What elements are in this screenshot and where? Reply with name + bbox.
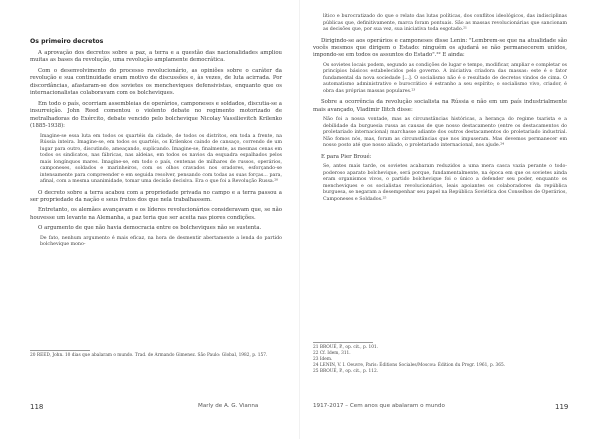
block-quote: Não foi a nossa vontade, mas as circunstâncias históricas, a herança do regime tsarista e a debilidade da burguesia russa as causas de que nosso destacamento (entre os destacamentos do proletariado internacional) marchasse adiante dos outros destacamentos do proletariado industrial. Não fomos nós, mas, foram as circunstâncias que nos impuseram. Mas devemos permanecer em nosso posto até que nosso aliado, o proletariado internacional, nos ajude.²⁴ xyxy=(323,117,567,149)
block-quote: Imagine-se essa luta em todos os quartéis da cidade, de todos os distritos, em toda a frente, na Rússia inteira. Imagine-se, em todos os quartéis, os Krilenkos caindo de cansaço, correndo de um lugar para outro, discutindo, ameaçando, suplicando. Imagine-se, finalmente, as mesmas cenas em todos os sindicatos, nas fábricas, nas aldeias, em todos os navios da esquadra espalhados pelos mais longínquos mares. Imagine-se, em todo o país, centenas de milhares de russos, operários, camponeses, soldados e marinheiros, com os olhos cravados nos oradores, esforçando-se intensamente para compreender e em seguida resolver, pensando com todas as suas forças... para, afinal, com a mesma unanimidade, tomar uma decisão decisiva. Era o que foi a Revolução Russa.²⁰ xyxy=(40,133,282,185)
paragraph: A aprovação dos decretos sobre a paz, a terra e a questão das nacionalidades ampliou muitas as bases da revolução, uma revolução amplamente democrática. xyxy=(30,50,282,64)
paragraph: Entretanto, os alemães avançavam e os líderes revolucionários consideravam que, se não houvesse um levante na Alemanha, a paz teria que ser aceita nas piores condições. xyxy=(30,207,282,221)
page-number: 118 xyxy=(30,403,44,411)
paragraph: E para Pier Broué: xyxy=(321,153,372,160)
paragraph: Com o desenvolvimento do processo revolucionário, as opiniões sobre o caráter da revolução e sua continuidade eram motivo de discussões e, às vezes, de luta acirrada. Por discordâncias, afastaram-se dos sovietes os mencheviques defensivistas, enquanto que os internacionalistas colaboravam com os bolcheviques. xyxy=(30,67,282,97)
footnote: 22 Cf. Idem, 311. xyxy=(313,350,351,356)
running-head: Marly de A. G. Vianna xyxy=(198,403,259,409)
left-text-column xyxy=(30,38,282,253)
paragraph: Sobre a ocorrência da revolução socialista na Rússia e não em um país industrialmente mais avançado, Vladimir Ilitch disse: xyxy=(313,99,567,113)
footnotes xyxy=(313,342,567,375)
footnote-rule xyxy=(30,350,90,351)
footnote-rule xyxy=(313,342,373,343)
running-head: 1917-2017 – Cem anos que abalaram o mundo xyxy=(313,403,445,409)
footnote: 20 REED, John. 10 dias que abalaram o mundo. Trad. de Armando Gimenez. São Paulo: Global, 1982, p. 157. xyxy=(30,353,268,358)
paragraph: Dirigindo-se aos operários e camponeses disse Lenin: "Lembrem-se que na atualidade são vocês mesmos que dirigem o Estado: ninguém os ajudará se não permanecerem unidos, impondo-se em todos os assuntos do Estado".²² E ainda: xyxy=(313,37,567,59)
footnotes xyxy=(30,350,282,359)
paragraph: O decreto sobre a terra acabou com a propriedade privada no campo e a terra passou a ser propriedade da nação e seus frutos dos que nela trabalhassem. xyxy=(30,189,282,203)
block-quote: lítico e burocratizado do que o relato das lutas políticas, dos conflitos ideológicos, das indisciplinas públicas que, definitivamente, marca foram pontuais. São as massas revolucionárias que sancionam as decisões que, por sua vez, sua iniciativa toda esgotado.²¹ xyxy=(323,14,567,32)
footnote: 25 BROUÉ, P., op. cit., p. 112. xyxy=(313,368,379,374)
block-quote: Os sovietes locais podem, segundo as condições de lugar e tempo, modificar, ampliar e completar os princípios básicos estabelecidos pelo governo. A iniciativa criadora das massas: este é o fator fundamental da nova sociedade [...]. O socialismo não é o resultado de decretos vindos de cima. O automatismo administrativo e burocrático é estranho a seu espírito; o socialismo vivo, criador, é obra das próprias massas populares.²³ xyxy=(323,62,567,94)
section-heading: Os primeiro decretos xyxy=(30,38,104,45)
paragraph: Em todo o país, ocorriam assembleias de operários, camponeses e soldados, discutia-se a insurreição. John Reed comentou o violento debate no regimento motorizado de metralhadoras do Exército, debate vencido pelo bolchevique Nicolay Vassilievitch Krilenko (1885-1938): xyxy=(30,100,282,130)
block-quote: De fato, nenhum argumento é mais eficaz, na hora de desmentir abertamente a lenda do partido bolchevique mono- xyxy=(40,235,282,248)
right-text-column xyxy=(313,14,567,207)
page-number: 119 xyxy=(555,403,569,411)
block-quote: Se, antes mais tarde, os sovietes acabaram reduzidos a uma mera casca vazia perante o todo-poderoso aparato bolchevique, será porque, fundamentalmente, na época em que os sovietes ainda eram organismos vivos, o partido bolchevique foi o único a defender seu poder, enquanto os mencheviques e os socialistas revolucionários, leais apoiantes os colaboradores da república burguesa, se negaram a desempenhar seu papel na República Soviética dos Conselhos de Operários, Camponeses e Soldados.²⁵ xyxy=(323,164,567,202)
footnote: 24 LENIN, V. I. Oeuvre, Paris: Éditions Sociales/Moscou: Édition du Progr. 1961, p. 365. xyxy=(313,362,506,368)
right-page xyxy=(300,0,600,439)
footnote: 23 Idem. xyxy=(313,356,333,362)
paragraph: O argumento de que não havia democracia entre os bolcheviques não se sustenta. xyxy=(38,225,262,232)
footnote: 21 BROUÉ, P., op. cit., p. 101. xyxy=(313,345,379,350)
